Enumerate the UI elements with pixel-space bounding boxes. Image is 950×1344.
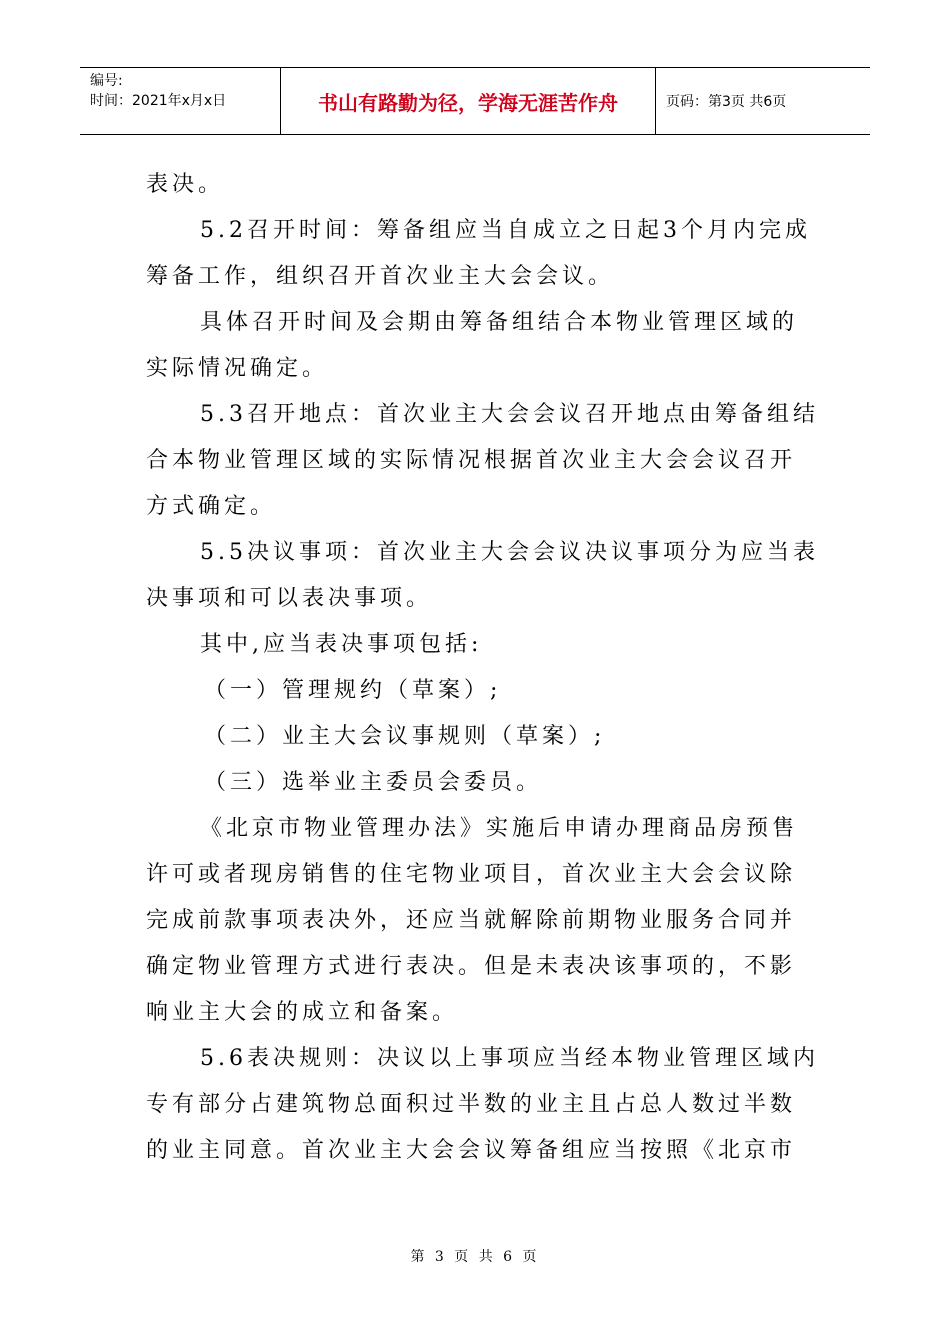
body-line: 具体召开时间及会期由筹备组结合本物业管理区域的 xyxy=(200,310,799,335)
page-header xyxy=(80,67,870,135)
header-motto xyxy=(281,68,656,134)
page-footer xyxy=(0,1246,950,1266)
body-line: 5.6表决规则：决议以上事项应当经本物业管理区域内 xyxy=(200,1046,819,1071)
header-page-info xyxy=(656,68,870,134)
footer-page-number: 第 3 页 共 6 页 xyxy=(410,1249,540,1265)
body-line: 决事项和可以表决事项。 xyxy=(146,586,433,611)
body-line: 其中,应当表决事项包括: xyxy=(200,632,483,657)
body-line: 5.3召开地点：首次业主大会会议召开地点由筹备组结 xyxy=(200,402,819,427)
motto-text: 书山有路勤为径，学海无涯苦作舟 xyxy=(318,90,618,115)
body-line: 完成前款事项表决外，还应当就解除前期物业服务合同并 xyxy=(146,908,797,933)
body-line: 实际情况确定。 xyxy=(146,356,329,381)
body-line: 筹备工作，组织召开首次业主大会会议。 xyxy=(146,264,615,289)
body-line: 《北京市物业管理办法》实施后申请办理商品房预售 xyxy=(200,816,799,841)
header-meta xyxy=(80,68,281,134)
body-line: 5.2召开时间：筹备组应当自成立之日起3个月内完成 xyxy=(200,218,811,243)
list-item: （三）选举业主委员会委员。 xyxy=(204,770,543,795)
document-number-label: 编号: xyxy=(90,73,123,89)
body-line: 许可或者现房销售的住宅物业项目，首次业主大会会议除 xyxy=(146,862,797,887)
header-page-label: 页码：第3页 共6页 xyxy=(666,94,787,110)
body-line: 的业主同意。首次业主大会会议筹备组应当按照《北京市 xyxy=(146,1138,797,1163)
body-line: 确定物业管理方式进行表决。但是未表决该事项的，不影 xyxy=(146,954,797,979)
body-line: 合本物业管理区域的实际情况根据首次业主大会会议召开 xyxy=(146,448,797,473)
list-item: （一）管理规约（草案）; xyxy=(204,678,502,703)
body-line: 方式确定。 xyxy=(146,494,277,519)
body-line: 表决。 xyxy=(146,172,225,197)
document-time-label: 时间：2021年x月x日 xyxy=(90,93,227,109)
document-body xyxy=(146,162,819,1174)
body-line: 5.5决议事项：首次业主大会会议决议事项分为应当表 xyxy=(200,540,819,565)
body-line: 响业主大会的成立和备案。 xyxy=(146,1000,459,1025)
body-line: 专有部分占建筑物总面积过半数的业主且占总人数过半数 xyxy=(146,1092,797,1117)
list-item: （二）业主大会议事规则（草案）; xyxy=(204,724,606,749)
